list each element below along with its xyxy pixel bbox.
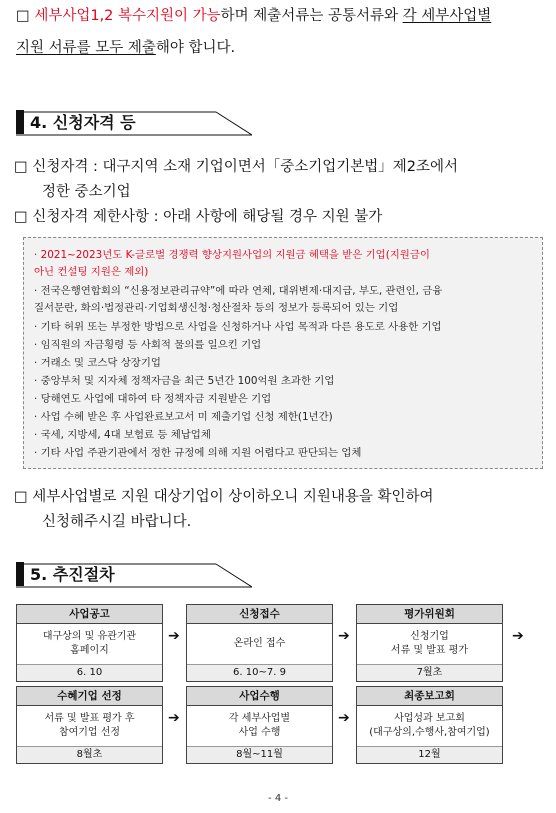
page-number: - 4 -: [268, 793, 288, 804]
notice-line-1: □ 세부사업별로 지원 대상기업이 상이하오니 지원내용을 확인하여: [14, 489, 434, 505]
restriction-item: 아닌 컨설팅 지원은 제외): [34, 266, 149, 278]
arrow-right-icon: ➔: [338, 710, 350, 726]
eligibility-line-2: 정한 중소기업: [42, 184, 131, 200]
process-step-final-report: 최종보고회 사업성과 보고회 (대구상의,수행사,참여기업) 12월: [356, 686, 503, 764]
restriction-heading: □ 신청자격 제한사항 : 아래 사항에 해당될 경우 지원 불가: [14, 209, 383, 225]
process-step-application: 신청접수 온라인 접수 6. 10~7. 9: [186, 604, 333, 682]
restriction-item: · 중앙부처 및 지자체 정책자금을 최근 5년간 100억원 초과한 기업: [34, 375, 335, 387]
arrow-right-icon: ➔: [512, 628, 524, 644]
restriction-box: [23, 237, 543, 469]
arrow-right-icon: ➔: [338, 628, 350, 644]
section-5-title: 5. 추진절차: [30, 565, 115, 584]
intro-line-1: □ 세부사업1,2 복수지원이 가능하며 제출서류는 공통서류와 각 세부사업별: [16, 8, 492, 24]
arrow-right-icon: ➔: [168, 710, 180, 726]
restriction-item: · 전국은행연합회의 “신용정보관리규약”에 따라 연체, 대위변제·대지급, 부도, 관련인, 금융: [34, 285, 443, 297]
restriction-item: · 당해연도 사업에 대하여 타 정책자금 지원받은 기업: [34, 393, 272, 405]
section-4-title: 4. 신청자격 등: [30, 113, 136, 132]
restriction-item: · 국세, 지방세, 4대 보험료 등 체납업체: [34, 429, 211, 441]
restriction-item: · 임직원의 자금횡령 등 사회적 물의를 일으킨 기업: [34, 339, 262, 351]
restriction-item: · 거래소 및 코스닥 상장기업: [34, 357, 161, 369]
arrow-right-icon: ➔: [168, 628, 180, 644]
restriction-item: · 기타 허위 또는 부정한 방법으로 사업을 신청하거나 사업 목적과 다른 용도로 사용한 기업: [34, 321, 442, 333]
notice-line-2: 신청해주시길 바랍니다.: [42, 514, 192, 530]
intro-line-2: 지원 서류를 모두 제출해야 합니다.: [16, 40, 236, 56]
intro-highlight: 세부사업1,2 복수지원이 가능: [34, 8, 221, 24]
eligibility-line-1: □ 신청자격 : 대구지역 소재 기업이면서「중소기업기본법」제2조에서: [14, 159, 459, 175]
section-5-heading: [16, 562, 252, 590]
restriction-item: · 기타 사업 주관기관에서 정한 규정에 의해 지원 어렵다고 판단되는 업체: [34, 447, 362, 459]
restriction-item: · 사업 수혜 받은 후 사업완료보고서 미 제출기업 신청 제한(1년간): [34, 411, 333, 423]
process-step-evaluation: 평가위원회 신청기업 서류 및 발표 평가 7월초: [356, 604, 503, 682]
section-4-heading: [16, 110, 252, 138]
process-step-selection: 수혜기업 선정 서류 및 발표 평가 후 참여기업 선정 8월초: [16, 686, 163, 764]
restriction-item: · 2021~2023년도 K-글로벌 경쟁력 향상지원사업의 지원금 혜택을 받은 기업(지원금이: [34, 249, 430, 261]
process-step-announcement: 사업공고 대구상의 및 유관기관 홈페이지 6. 10: [16, 604, 163, 682]
process-step-execution: 사업수행 각 세부사업별 사업 수행 8월~11월: [186, 686, 333, 764]
restriction-item: 질서문란, 화의·법정관리·기업회생신청·청산절차 등의 정보가 등록되어 있는 기업: [34, 302, 399, 314]
